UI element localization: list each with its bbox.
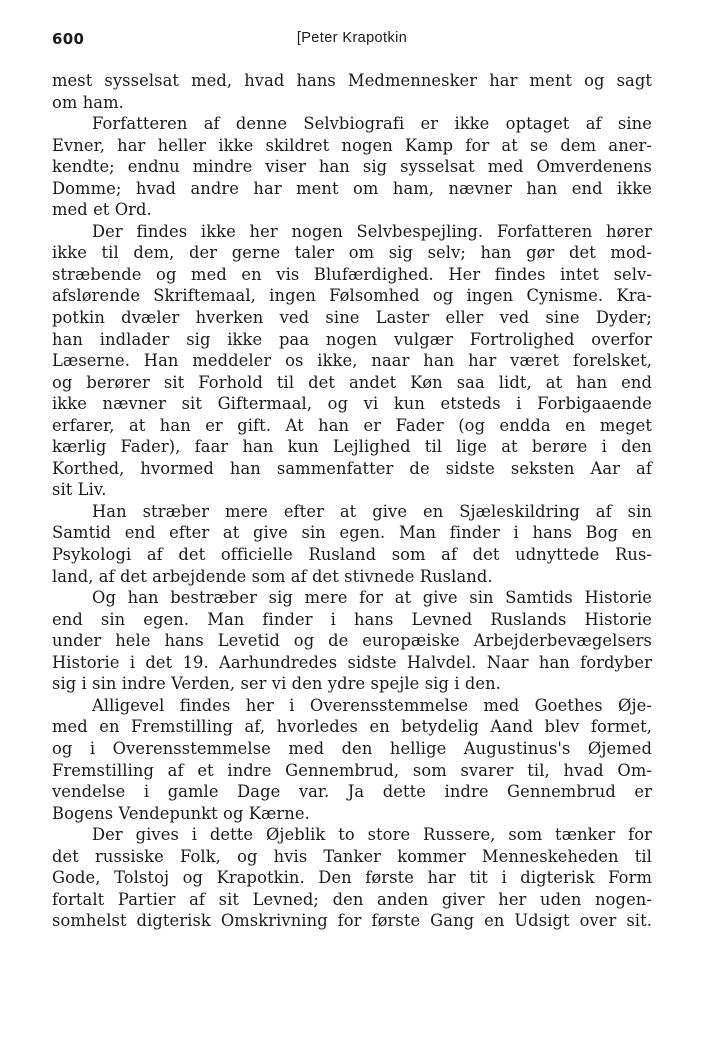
text-line: ikke nævner sit Giftermaal, og vi kun etsteds i Forbigaaende [52, 394, 652, 414]
text-line: Korthed, hvormed han sammenfatter de sidste seksten Aar af [52, 458, 652, 478]
page-number: 600 [52, 30, 85, 48]
text-line: med en Fremstilling af, hvorledes en betydelig Aand blev formet, [52, 717, 652, 737]
text-line: Forfatteren af denne Selvbiografi er ikke optaget af sine [92, 114, 652, 134]
text-line: afslørende Skriftemaal, ingen Følsomhed og ingen Cynisme. Kra- [52, 286, 652, 306]
text-line: erfarer, at han er gift. At han er Fader (og endda en meget [52, 415, 652, 435]
text-line: sit Liv. [52, 480, 107, 500]
text-line: vendelse i gamle Dage var. Ja dette indre Gennembrud er [52, 782, 652, 802]
text-line: Gode, Tolstoj og Krapotkin. Den første har tit i digterisk Form [52, 868, 652, 888]
text-line: Samtid end efter at give sin egen. Man finder i hans Bog en [52, 523, 652, 543]
text-line: og berører sit Forhold til det andet Køn saa lidt, at han end [52, 372, 652, 392]
text-line: mest sysselsat med, hvad hans Medmennesker har ment og sagt [52, 71, 652, 90]
text-line: om ham. [52, 92, 124, 112]
text-line: Historie i det 19. Aarhundredes sidste Halvdel. Naar han fordyber [52, 652, 652, 672]
text-line: det russiske Folk, og hvis Tanker kommer Menneskeheden til [52, 846, 652, 866]
text-line: land, af det arbejdende som af det stivnede Rusland. [52, 566, 493, 586]
text-line: Domme; hvad andre har ment om ham, nævner han end ikke [52, 178, 652, 198]
page-header [52, 30, 652, 54]
text-line: Fremstilling af et indre Gennembrud, som svarer til, hvad Om- [52, 760, 652, 780]
text-line: Der gives i dette Øjeblik to store Russere, som tænker for [92, 825, 652, 845]
text-line: Evner, har heller ikke skildret nogen Kamp for at se dem aner- [52, 135, 652, 155]
text-line: under hele hans Levetid og de europæiske Arbejderbevægelsers [52, 631, 652, 651]
text-line: end sin egen. Man finder i hans Levned Ruslands Historie [52, 609, 652, 629]
text-line: med et Ord. [52, 200, 152, 220]
text-line: Læserne. Han meddeler os ikke, naar han har været forelsket, [52, 351, 652, 371]
text-line: sig i sin indre Verden, ser vi den ydre spejle sig i den. [52, 674, 501, 694]
text-line: ikke til dem, der gerne taler om sig selv; han gør det mod- [52, 243, 652, 263]
text-line: somhelst digterisk Omskrivning for første Gang en Udsigt over sit. [52, 911, 652, 931]
text-line: Han stræber mere efter at give en Sjæleskildring af sin [92, 501, 652, 521]
running-head: [Peter Krapotkin [296, 30, 408, 46]
text-line: og i Overensstemmelse med den hellige Augustinus's Øjemed [52, 738, 652, 758]
text-line: Og han bestræber sig mere for at give sin Samtids Historie [92, 588, 652, 608]
text-line: Alligevel findes her i Overensstemmelse med Goethes Øje- [92, 695, 652, 715]
text-line: fortalt Partier af sit Levned; den anden giver her uden nogen- [52, 889, 652, 909]
text-line: Der findes ikke her nogen Selvbespejling. Forfatteren hører [92, 221, 652, 241]
text-line: stræbende og med en vis Blufærdighed. Her findes intet selv- [52, 264, 652, 284]
text-line: Psykologi af det officielle Rusland som af det udnyttede Rus- [52, 545, 652, 565]
text-line: potkin dvæler hverken ved sine Laster eller ved sine Dyder; [52, 308, 652, 328]
text-line: kærlig Fader), faar han kun Lejlighed til lige at berøre i den [52, 437, 652, 457]
text-line: Bogens Vendepunkt og Kærne. [52, 803, 310, 823]
text-line: han indlader sig ikke paa nogen vulgær Fortrolighed overfor [52, 329, 652, 349]
body-text [52, 70, 652, 932]
text-line: kendte; endnu mindre viser han sig sysselsat med Omverdenens [52, 157, 652, 177]
